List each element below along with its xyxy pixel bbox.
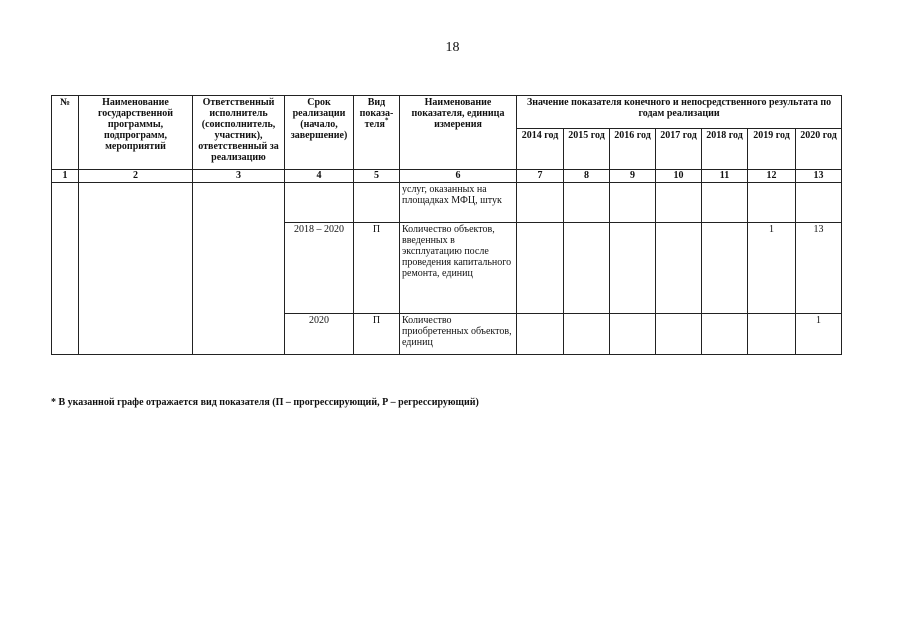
header-indicator: Наименование показателя, единица измерения [400,96,517,170]
cell-value [656,314,702,355]
cell-value [656,223,702,314]
column-number: 6 [400,170,517,183]
header-program: Наименование государственной программы, подпрограмм, мероприятий [79,96,193,170]
column-numbers-row [52,170,842,183]
cell-value [564,223,610,314]
header-responsible: Ответственный исполнитель (соисполнитель, участник), ответственный за реализацию [193,96,285,170]
header-year: 2019 год [748,129,796,170]
table-row [52,183,842,223]
column-number: 9 [610,170,656,183]
cell-value [702,314,748,355]
footnote: * В указанной графе отражается вид показателя (П – прогрессирующий, Р – регрессирующий) [51,397,479,408]
cell-value [610,314,656,355]
cell-value [564,314,610,355]
column-number: 2 [79,170,193,183]
cell-value [564,183,610,223]
header-no: № [52,96,79,170]
cell-no [52,183,79,355]
header-type [354,96,400,170]
header-values: Значение показателя конечного и непосредственного результата по годам реализации [517,96,842,129]
cell-value: 1 [796,314,842,355]
header-type-mark: * [384,116,389,125]
header-term: Срок реализации (начало, завершение) [285,96,354,170]
cell-value: 13 [796,223,842,314]
header-type-label: Вид показа-теля [359,97,394,130]
cell-value [748,314,796,355]
cell-type: П [354,314,400,355]
header-year: 2017 год [656,129,702,170]
cell-value [517,314,564,355]
cell-value [702,223,748,314]
cell-term [285,183,354,223]
column-number: 13 [796,170,842,183]
header-year: 2014 год [517,129,564,170]
header-year: 2020 год [796,129,842,170]
header-year: 2015 год [564,129,610,170]
cell-value [748,183,796,223]
cell-value: 1 [748,223,796,314]
cell-program [79,183,193,355]
column-number: 7 [517,170,564,183]
column-number: 11 [702,170,748,183]
column-number: 4 [285,170,354,183]
cell-value [610,223,656,314]
cell-value [610,183,656,223]
cell-value [796,183,842,223]
cell-type: П [354,223,400,314]
cell-value [517,183,564,223]
header-row-1 [52,96,842,129]
column-number: 10 [656,170,702,183]
column-number: 3 [193,170,285,183]
page-number: 18 [445,40,460,55]
cell-value [517,223,564,314]
cell-indicator: Количество объектов, введенных в эксплуатацию после проведения капитального ремонта, единиц [400,223,517,314]
indicators-table [51,95,842,355]
cell-value [656,183,702,223]
cell-term: 2020 [285,314,354,355]
header-year: 2016 год [610,129,656,170]
column-number: 1 [52,170,79,183]
cell-value [702,183,748,223]
cell-indicator: Количество приобретенных объектов, единиц [400,314,517,355]
column-number: 5 [354,170,400,183]
cell-responsible [193,183,285,355]
cell-term: 2018 – 2020 [285,223,354,314]
column-number: 12 [748,170,796,183]
cell-indicator: услуг, оказанных на площадках МФЦ, штук [400,183,517,223]
cell-type [354,183,400,223]
header-year: 2018 год [702,129,748,170]
column-number: 8 [564,170,610,183]
